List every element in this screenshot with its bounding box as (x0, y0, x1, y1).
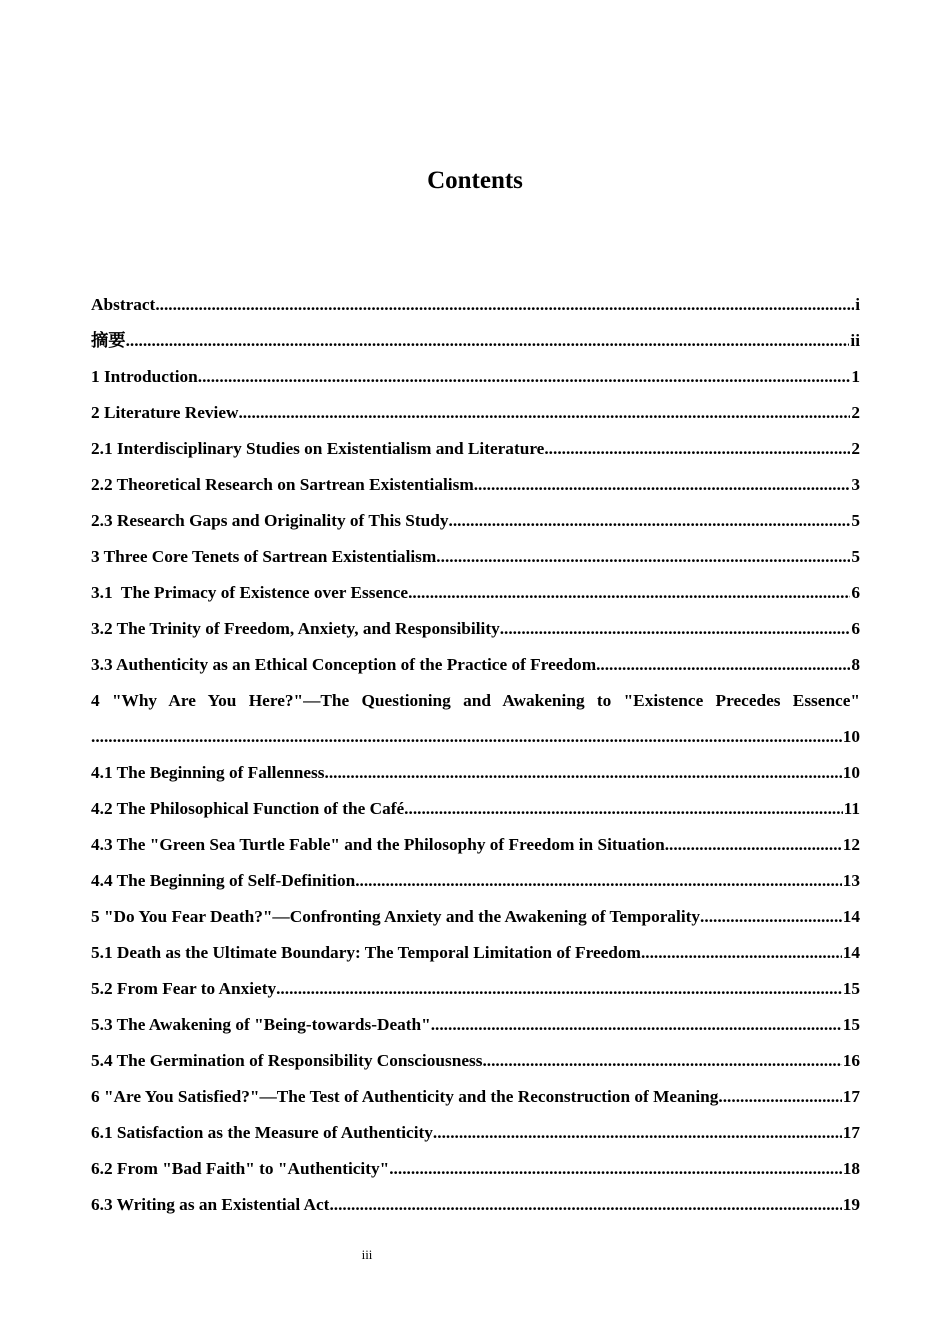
toc-entry-5-2[interactable] (91, 971, 860, 1007)
toc-entry-page: 2 (851, 403, 860, 422)
toc-entry-page: 6 (851, 583, 860, 602)
toc-entry-5-3[interactable] (91, 1007, 860, 1043)
dot-leader (389, 1151, 841, 1187)
toc-entry-page: 19 (842, 1195, 860, 1214)
toc-entry-abstract[interactable] (91, 287, 860, 323)
toc-entry-label: 6.3 Writing as an Existential Act (91, 1195, 330, 1214)
toc-entry-5[interactable] (91, 899, 860, 935)
toc-entry-label: Abstract (91, 295, 156, 314)
toc-entry-page: 1 (851, 367, 860, 386)
dot-leader (436, 539, 850, 575)
dot-leader (474, 467, 851, 503)
toc-entry-page: 10 (842, 763, 860, 782)
toc-entry-label: 3.2 The Trinity of Freedom, Anxiety, and Responsibility (91, 619, 500, 638)
dot-leader (238, 395, 850, 431)
toc-entry-6-1[interactable] (91, 1115, 860, 1151)
toc-entry-abstract-chinese[interactable] (91, 323, 860, 359)
toc-entry-label: 6 "Are You Satisfied?"—The Test of Authenticity and the Reconstruction of Meaning (91, 1087, 719, 1106)
toc-entry-4-4[interactable] (91, 863, 860, 899)
toc-entry-label: 1 Introduction (91, 367, 198, 386)
toc-entry-page: 14 (842, 907, 860, 926)
dot-leader (91, 719, 842, 755)
dot-leader (544, 431, 850, 467)
dot-leader (700, 899, 842, 935)
dot-leader (155, 287, 854, 323)
toc-entry-3[interactable] (91, 539, 860, 575)
dot-leader (329, 1187, 841, 1223)
toc-entry-label: 5.4 The Germination of Responsibility Consciousness (91, 1051, 483, 1070)
dot-leader (404, 791, 843, 827)
toc-entry-label: 4 "Why Are You Here?"—The Questioning and Awakening to "Existence Precedes Essence" (91, 691, 860, 710)
page-number: iii (361, 1247, 373, 1262)
toc-entry-label: 2.2 Theoretical Research on Sartrean Existentialism (91, 475, 474, 494)
toc-entry-4[interactable] (91, 683, 860, 719)
toc-entry-label: 4.4 The Beginning of Self-Definition (91, 871, 356, 890)
toc-entry-label: 5.3 The Awakening of "Being-towards-Death" (91, 1015, 431, 1034)
toc-entry-page: 16 (842, 1051, 860, 1070)
dot-leader (276, 971, 842, 1007)
toc-entry-label: 5 "Do You Fear Death?"—Confronting Anxiety and the Awakening of Temporality (91, 907, 701, 926)
toc-entry-page: 18 (842, 1159, 860, 1178)
toc-entry-page: 11 (843, 799, 860, 818)
dot-leader (482, 1043, 841, 1079)
toc-entry-page: 10 (842, 727, 860, 746)
toc-entry-2-3[interactable] (91, 503, 860, 539)
toc-entry-page: 13 (842, 871, 860, 890)
toc-entry-page: 2 (851, 439, 860, 458)
dot-leader (718, 1079, 841, 1115)
toc-entry-label: 3.1 The Primacy of Existence over Essence (91, 583, 409, 602)
toc-entry-3-2[interactable] (91, 611, 860, 647)
toc-entry-label: 3 Three Core Tenets of Sartrean Existentialism (91, 547, 437, 566)
toc-entry-5-4[interactable] (91, 1043, 860, 1079)
dot-leader (449, 503, 851, 539)
toc-entry-page: 17 (842, 1123, 860, 1142)
toc-entry-3-3[interactable] (91, 647, 860, 683)
toc-entry-6-3[interactable] (91, 1187, 860, 1223)
toc-entry-label: 4.3 The "Green Sea Turtle Fable" and the Philosophy of Freedom in Situation (91, 835, 665, 854)
dot-leader (433, 1115, 842, 1151)
toc-entry-label: 5.1 Death as the Ultimate Boundary: The Temporal Limitation of Freedom (91, 943, 641, 962)
dot-leader (665, 827, 842, 863)
table-of-contents (91, 287, 860, 1223)
toc-entry-page: 5 (851, 511, 860, 530)
toc-entry-page: i (855, 295, 860, 314)
toc-entry-5-1[interactable] (91, 935, 860, 971)
toc-entry-page: 17 (842, 1087, 860, 1106)
toc-entry-label: 6.1 Satisfaction as the Measure of Authenticity (91, 1123, 433, 1142)
toc-entry-label: 2.3 Research Gaps and Originality of This Study (91, 511, 449, 530)
toc-entry-label: 3.3 Authenticity as an Ethical Conception of the Practice of Freedom (91, 655, 597, 674)
toc-entry-4-1[interactable] (91, 755, 860, 791)
toc-entry-page: 15 (842, 1015, 860, 1034)
toc-entry-page: 5 (851, 547, 860, 566)
toc-entry-4-3[interactable] (91, 827, 860, 863)
page-title: Contents (427, 167, 523, 194)
toc-entry-2-2[interactable] (91, 467, 860, 503)
toc-entry-page: 8 (851, 655, 860, 674)
dot-leader (198, 359, 851, 395)
toc-entry-6-2[interactable] (91, 1151, 860, 1187)
toc-entry-label: 6.2 From "Bad Faith" to "Authenticity" (91, 1159, 390, 1178)
toc-entry-6[interactable] (91, 1079, 860, 1115)
dot-leader (325, 755, 842, 791)
toc-entry-2-1[interactable] (91, 431, 860, 467)
toc-entry-2[interactable] (91, 395, 860, 431)
toc-entry-page: 3 (851, 475, 860, 494)
toc-entry-page: 14 (842, 943, 860, 962)
toc-entry-label: 摘要 (91, 331, 126, 350)
dot-leader (596, 647, 850, 683)
toc-entry-label: 2.1 Interdisciplinary Studies on Existentialism and Literature (91, 439, 545, 458)
dot-leader (431, 1007, 842, 1043)
toc-entry-label: 4.2 The Philosophical Function of the Café (91, 799, 405, 818)
dot-leader (408, 575, 850, 611)
toc-entry-4-continuation[interactable] (91, 719, 860, 755)
toc-entry-label: 5.2 From Fear to Anxiety (91, 979, 277, 998)
dot-leader (500, 611, 851, 647)
dot-leader (355, 863, 842, 899)
dot-leader (641, 935, 842, 971)
toc-entry-label: 2 Literature Review (91, 403, 239, 422)
dot-leader (126, 323, 850, 359)
toc-entry-page: 6 (851, 619, 860, 638)
toc-entry-4-2[interactable] (91, 791, 860, 827)
toc-entry-3-1[interactable] (91, 575, 860, 611)
toc-entry-1[interactable] (91, 359, 860, 395)
toc-entry-page: 15 (842, 979, 860, 998)
toc-entry-page: 12 (842, 835, 860, 854)
toc-entry-page: ii (850, 331, 860, 350)
toc-entry-label: 4.1 The Beginning of Fallenness (91, 763, 325, 782)
